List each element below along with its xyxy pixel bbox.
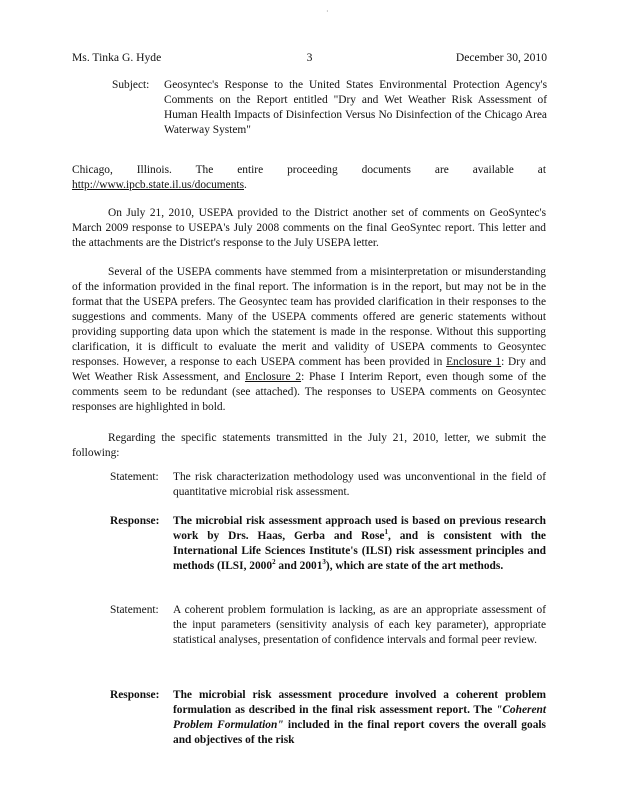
response-text-part: The microbial risk assessment procedure involved a coherent problem formulation as described in the final risk assessment report. The	[173, 689, 546, 716]
response-text-part: , and is consistent with the International Life Sciences Institute's (ILSI) risk assessment principles and methods (ILSI, 2000	[173, 530, 546, 572]
statement-text: A coherent problem formulation is lacking, as are an appropriate assessment of the input parameters (sensitivity analysis of each key parameter), appropriate statistical analyses, presentation of confidence intervals and formal peer review.	[173, 604, 546, 646]
response-1	[110, 514, 546, 574]
subject-label: Subject:	[112, 79, 150, 91]
statement-text: The risk characterization methodology used was unconventional in the field of quantitative microbial risk assessment.	[173, 471, 546, 498]
statement-label: Statement:	[110, 471, 159, 483]
paragraph-documents-availability	[72, 163, 546, 193]
paragraph-text: Several of the USEPA comments have stemmed from a misinterpretation or misunderstanding of the information provided in the final report. The information is in the report, but may not be in the format that the USEPA prefers. The Geosyntec team has provided clarification in their responses to the suggestions and comments. Many of the USEPA comments offered are generic statements without providing supporting data upon which the statement is made in the response. Without this supporting clarification, it is difficult to evaluate the merit and validity of USEPA comments to Geosyntec responses. However, a response to each USEPA comment has been provided in	[72, 266, 546, 368]
footnote-ref-2: 2	[272, 558, 276, 567]
enclosure-2-reference: Enclosure 2	[244, 371, 302, 383]
response-text	[173, 688, 546, 748]
paragraph-usepa-comments-july: On July 21, 2010, USEPA provided to the District another set of comments on GeoSyntec's March 2009 response to USEPA's July 2008 comments on the final GeoSyntec report. This letter and the attachments are the District's response to the July USEPA letter.	[72, 207, 546, 249]
subject-block	[112, 78, 547, 138]
response-label: Response:	[110, 515, 160, 527]
paragraph-misinterpretation	[72, 265, 546, 415]
response-label: Response:	[110, 689, 160, 701]
response-text-part: included in the final report covers the overall goals and objectives of the risk	[173, 719, 546, 746]
response-text-part: ), which are state of the art methods.	[325, 560, 504, 572]
subject-text: Geosyntec's Response to the United States Environmental Protection Agency's Comments on the Report entitled "Dry and Wet Weather Risk Assessment of Human Health Impacts of Disinfection Versus No Disinfection of the Chicago Area Waterway System"	[164, 79, 547, 136]
statement-label: Statement:	[110, 604, 159, 616]
response-text-part: and 2001	[275, 560, 323, 572]
enclosure-1-reference: Enclosure 1	[446, 356, 502, 368]
footnote-ref-1: 1	[384, 528, 388, 537]
statement-2	[110, 603, 546, 648]
paragraph-specific-statements-intro: Regarding the specific statements transmitted in the July 21, 2010, letter, we submit the following:	[72, 432, 546, 459]
footnote-ref-3: 3	[322, 558, 326, 567]
paragraph-text: : Dry and Wet Weather Risk Assessment, and	[72, 356, 546, 383]
response-text-part: The microbial risk assessment approach used is based on previous research work by Drs. Haas, Gerba and Rose	[173, 515, 546, 542]
paragraph-end: .	[244, 179, 247, 191]
documents-link[interactable]: http://www.ipcb.state.il.us/documents	[72, 179, 244, 191]
header-recipient: Ms. Tinka G. Hyde	[72, 51, 162, 64]
letter-header	[72, 50, 547, 66]
header-page-number: 3	[306, 51, 313, 64]
header-date: December 30, 2010	[455, 51, 547, 64]
response-2	[110, 688, 546, 748]
coherent-problem-formulation-title: "Coherent Problem Formulation"	[173, 704, 546, 731]
paragraph-text: Chicago, Illinois. The entire proceeding documents are available at	[72, 164, 546, 176]
response-text	[173, 514, 546, 574]
paragraph-text: : Phase I Interim Report, even though some of the comments seem to be redundant (see attached). The responses to USEPA comments on Geosyntec responses are highlighted in bold.	[72, 371, 546, 413]
scan-artifact-dot: ·	[326, 7, 329, 16]
statement-1	[110, 470, 546, 500]
